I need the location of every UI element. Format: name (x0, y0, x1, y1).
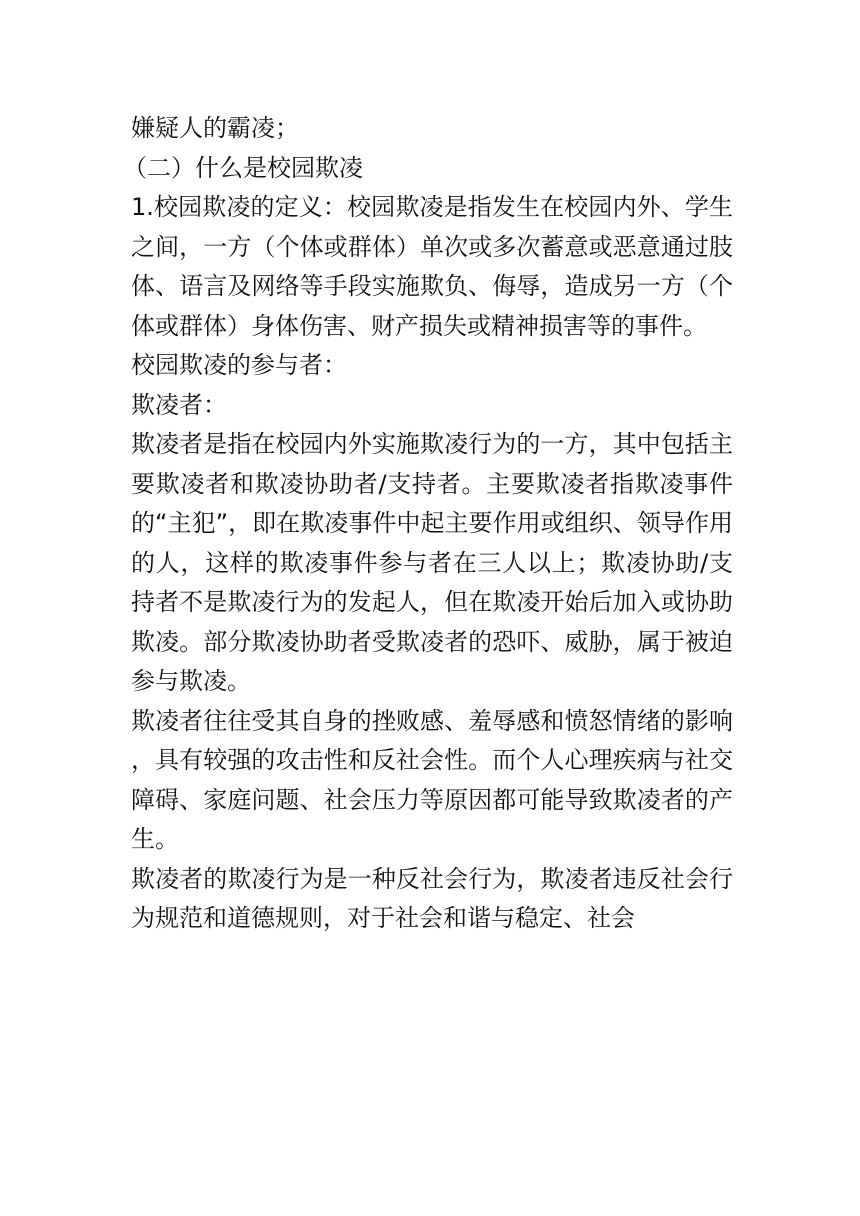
paragraph-continuation: 嫌疑人的霸凌； (131, 114, 299, 142)
paragraph-participants-label: 校园欺凌的参与者： (131, 351, 347, 379)
paragraph-bully-behavior: 欺凌者的欺凌行为是一种反社会行为，欺凌者违反社会行为规范和道德规则，对于社会和谐与稳定、社会 (131, 864, 733, 932)
paragraph-bully-label: 欺凌者： (131, 390, 227, 419)
paragraph-definition: 1.校园欺凌的定义：校园欺凌是指发生在校园内外、学生之间，一方（个体或群体）单次或多次蓄意或恶意通过肢体、语言及网络等手段实施欺负、侮辱，造成另一方（个体或群体）身体伤害、财产损失或精神损害等的事件。 (131, 193, 733, 340)
paragraph-bully-description: 欺凌者是指在校园内外实施欺凌行为的一方，其中包括主要欺凌者和欺凌协助者/支持者。主要欺凌者指欺凌事件的“主犯”，即在欺凌事件中起主要作用或组织、领导作用的人，这样的欺凌事件参与者在三人以上；欺凌协助/支持者不是欺凌行为的发起人，但在欺凌开始后加入或协助欺凌。部分欺凌协助者受欺凌者的恐吓、威胁，属于被迫参与欺凌。 (131, 430, 733, 695)
paragraph-bully-causes: 欺凌者往往受其自身的挫败感、羞辱感和愤怒情绪的影响，具有较强的攻击性和反社会性。而个人心理疾病与社交障碍、家庭问题、社会压力等原因都可能导致欺凌者的产生。 (131, 706, 733, 853)
document-body (123, 109, 733, 939)
section-heading: （二）什么是校园欺凌 (123, 153, 363, 182)
